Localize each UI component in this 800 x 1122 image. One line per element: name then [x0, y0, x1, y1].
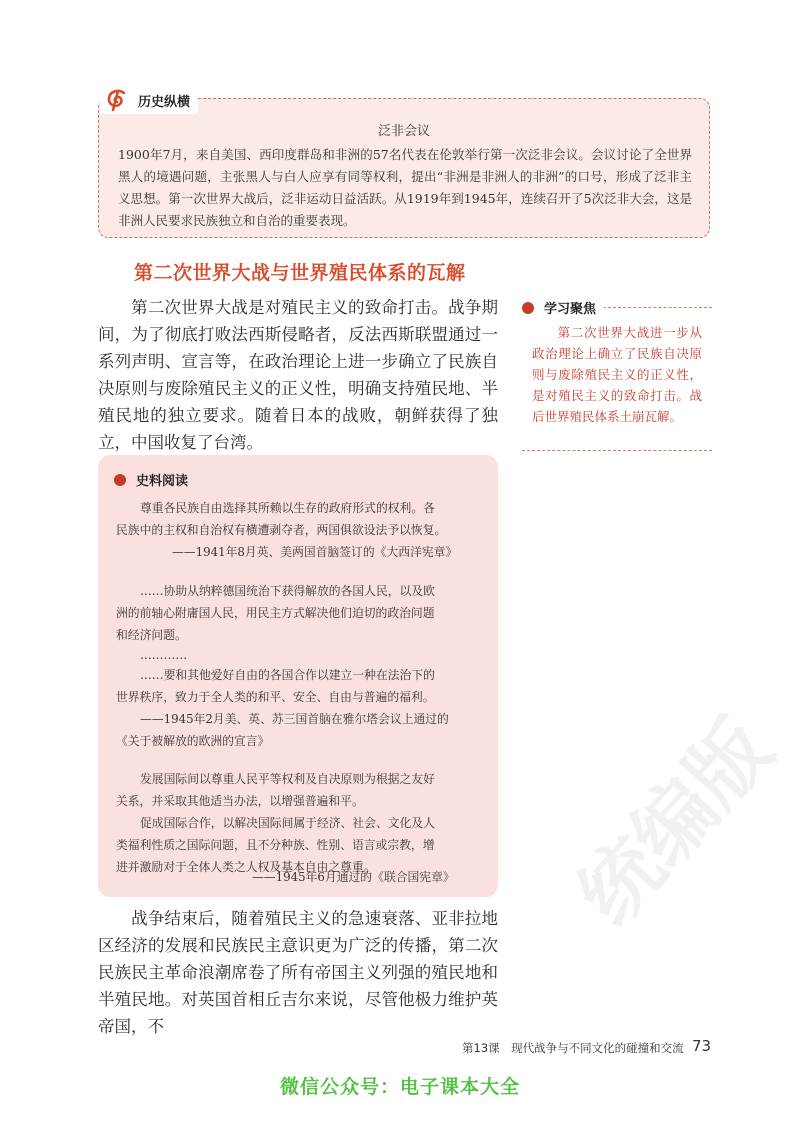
- reading-line: …………: [140, 648, 188, 662]
- reading-line: 促成国际合作，以解决国际间属于经济、社会、文化及人: [140, 816, 435, 830]
- reading-source: ——1941年8月英、美两国首脑签订的《大西洋宪章》: [172, 545, 458, 559]
- reading-header: [114, 470, 188, 489]
- main-paragraph: [98, 294, 498, 456]
- reading-line: 发展国际间以尊重人民平等权利及自决原则为根据之友好: [140, 772, 435, 786]
- page-number: 73: [692, 1037, 712, 1055]
- red-dot-icon: [522, 302, 534, 314]
- focus-text-content: 第二次世界大战进一步从政治理论上确立了民族自决原则与废除殖民主义的正义性，是对殖民主义的致命打击。战后世界殖民体系土崩瓦解。: [532, 325, 702, 424]
- reading-source: 《关于被解放的欧洲的宣言》: [116, 734, 270, 748]
- focus-title: 学习聚焦: [544, 302, 597, 317]
- red-dot-icon: [114, 474, 126, 486]
- reading-line: ……协助从纳粹德国统治下获得解放的各国人民，以及欧: [140, 584, 435, 598]
- section-heading: 第二次世界大战与世界殖民体系的瓦解: [134, 262, 466, 284]
- footer-chapter: 第13课 现代战争与不同文化的碰撞和交流: [462, 1041, 684, 1055]
- focus-divider-bottom: [522, 450, 712, 451]
- focus-header: [522, 298, 604, 317]
- history-panel-text: 1900年7月，来自美国、西印度群岛和非洲的57名代表在伦敦举行第一次泛非会议。会议讨论了全世界黑人的境遇问题，主张黑人与白人应享有同等权利，提出“非洲是非洲人的非洲”的口号，形成了泛非主义思想。第一次世界大战后，泛非运动日益活跃。从1919年到1945年，连续召开了5次泛非大会，这是非洲人民要求民族独立和自治的重要表现。: [118, 147, 692, 228]
- reading-line: 世界秩序，致力于全人类的和平、安全、自由与普遍的福利。: [116, 690, 435, 704]
- reading-line: 民族中的主权和自治权有横遭剥夺者，两国俱欲设法予以恢复。: [116, 523, 447, 537]
- history-panel-header: [100, 86, 198, 114]
- reading-line: 和经济问题。: [116, 628, 187, 642]
- bottom-paragraph-text: 战争结束后，随着殖民主义的急速衰落、亚非拉地区经济的发展和民族民主意识更为广泛的传播，第二次民族民主革命浪潮席卷了所有帝国主义列强的殖民地和半殖民地。对英国首相丘吉尔来说，尽管他极力维护英帝国，不: [98, 909, 498, 1036]
- reading-source: ——1945年6月通过的《联合国宪章》: [252, 870, 455, 884]
- reading-title: 史料阅读: [136, 474, 189, 489]
- history-panel-subtitle: 泛非会议: [377, 124, 430, 139]
- reading-line: ……要和其他爱好自由的各国合作以建立一种在法治下的: [140, 668, 435, 682]
- reading-line: 洲的前轴心附庸国人民，用民主方式解决他们迫切的政治问题: [116, 606, 435, 620]
- history-panel-title: 历史纵横: [138, 94, 191, 110]
- reading-line: 尊重各民族自由选择其所赖以生存的政府形式的权利。各: [140, 501, 435, 515]
- wechat-watermark: 微信公众号：电子课本大全: [279, 1076, 520, 1098]
- focus-text: [532, 322, 702, 427]
- reading-line: 进并激励对于全体人类之人权及基本自由之尊重。: [116, 860, 376, 874]
- bottom-paragraph: [98, 905, 498, 1040]
- reading-source: ——1945年2月美、英、苏三国首脑在雅尔塔会议上通过的: [140, 712, 449, 726]
- main-paragraph-text: 第二次世界大战是对殖民主义的致命打击。战争期间，为了彻底打败法西斯侵略者，反法西斯联盟通过一系列声明、宣言等，在政治理论上进一步确立了民族自决原则与废除殖民主义的正义性，明确支持殖民地、半殖民地的独立要求。随着日本的战败，朝鲜获得了独立，中国收复了台湾。: [98, 298, 498, 452]
- reading-line: 类福利性质之国际问题，且不分种族、性别、语言或宗教，增: [116, 838, 435, 852]
- reading-line: 关系，并采取其他适当办法，以增强普遍和平。: [116, 794, 364, 808]
- history-swirl-icon: [104, 87, 130, 113]
- edition-watermark: 统编版: [560, 701, 791, 943]
